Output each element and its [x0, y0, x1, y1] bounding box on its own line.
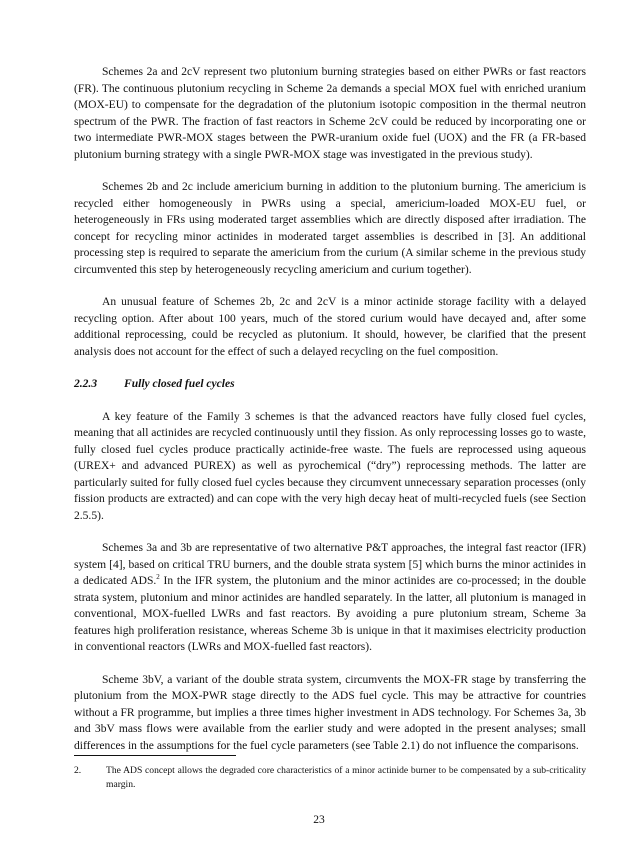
- paragraph-schemes-2a-2cv: Schemes 2a and 2cV represent two plutonium burning strategies based on either PWRs or fast reactors (FR). The continuous plutonium recycling in Scheme 2a demands a special MOX fuel with enriched uranium (MOX-EU) to compensate for the degradation of the plutonium isotopic composition in the thermal neutron spectrum of the PWR. The fraction of fast reactors in Scheme 2cV could be reduced by incorporating one or two intermediate PWR-MOX stages between the PWR-uranium oxide fuel (UOX) and the FR (a FR-based plutonium burning strategy with a single PWR-MOX stage was investigated in the previous study).: [74, 66, 586, 161]
- paragraph-schemes-2b-2c: Schemes 2b and 2c include americium burning in addition to the plutonium burning. The americium is recycled either homogeneously in PWRs using a special, americium-loaded MOX-EU fuel, or heterogeneously in FRs using moderated target assemblies which are directly disposed after irradiation. The concept for recycling minor actinides in moderated target assemblies is described in [3]. An additional processing step is required to separate the americium from the curium (A similar scheme in the previous study circumvented this step by heterogeneously recycling americium and curium together).: [74, 181, 586, 276]
- paragraph-schemes-3a-3b: [74, 540, 586, 656]
- section-title: Fully closed fuel cycles: [124, 378, 235, 390]
- paragraph-family-3-schemes: A key feature of the Family 3 schemes is that the advanced reactors have fully closed fuel cycles, meaning that all actinides are recycled continuously until they fission. As only reprocessing losses go to waste, fully closed fuel cycles produce practically actinide-free waste. The fuels are reprocessed using aqueous (UREX+ and advanced PUREX) as well as pyrochemical (“dry”) reprocessing methods. The latter are particularly suited for fully closed fuel cycles because they circumvent unnecessary separation processes (only fission products are extracted) and can cope with the very high decay heat of multi-recycled fuels (see Section 2.5.5).: [74, 410, 586, 522]
- section-number: 2.2.3: [74, 378, 98, 390]
- paragraph-text-part-1: Schemes 3a and 3b are representative of two alternative P&T approaches, the integral fast reactor (IFR) system [4], based on critical TRU burners, and the double strata system [5] which burns the minor actinides in a dedicated ADS.: [74, 542, 586, 587]
- page-body: [74, 64, 586, 770]
- footnote-divider: [74, 755, 236, 756]
- footnote: [74, 764, 586, 792]
- paragraph-minor-actinide-storage: An unusual feature of Schemes 2b, 2c and 2cV is a minor actinide storage facility with a delayed recycling option. After about 100 years, much of the stored curium would have decayed and, after some additional reprocessing, could be recycled as plutonium. It should, however, be clarified that the present analysis does not account for the effect of such a delayed recycling on the fuel composition.: [74, 296, 586, 358]
- paragraph-text-part-2: In the IFR system, the plutonium and the minor actinides are co-processed; in the double strata system, plutonium and minor actinides are handled separately. In the latter, all plutonium is managed in conventional, MOX-fuelled LWRs and fast reactors. By avoiding a pure plutonium stream, Scheme 3a features high proliferation resistance, whereas Scheme 3b is unique in that it maximises electricity production in conventional reactors (LWRs and MOX-fuelled fast reactors).: [74, 575, 586, 653]
- section-heading: [74, 376, 586, 393]
- footnote-reference[interactable]: 2: [156, 573, 160, 582]
- paragraph-scheme-3bv: Scheme 3bV, a variant of the double strata system, circumvents the MOX-FR stage by transferring the plutonium from the MOX-PWR stage directly to the ADS fuel cycle. This may be attractive for countries without a FR programme, but implies a three times higher investment in ADS technology. For Schemes 3a, 3b and 3bV mass flows were available from the earlier study and were adopted in the present analyses; small differences in the assumptions for the fuel cycle parameters (see Table 2.1) do not influence the comparisons.: [74, 673, 586, 752]
- footnote-text: The ADS concept allows the degraded core characteristics of a minor actinide burner to be compensated by a sub-criticality margin.: [106, 765, 586, 790]
- page-number: 23: [313, 814, 325, 826]
- footnote-number: 2.: [74, 765, 82, 776]
